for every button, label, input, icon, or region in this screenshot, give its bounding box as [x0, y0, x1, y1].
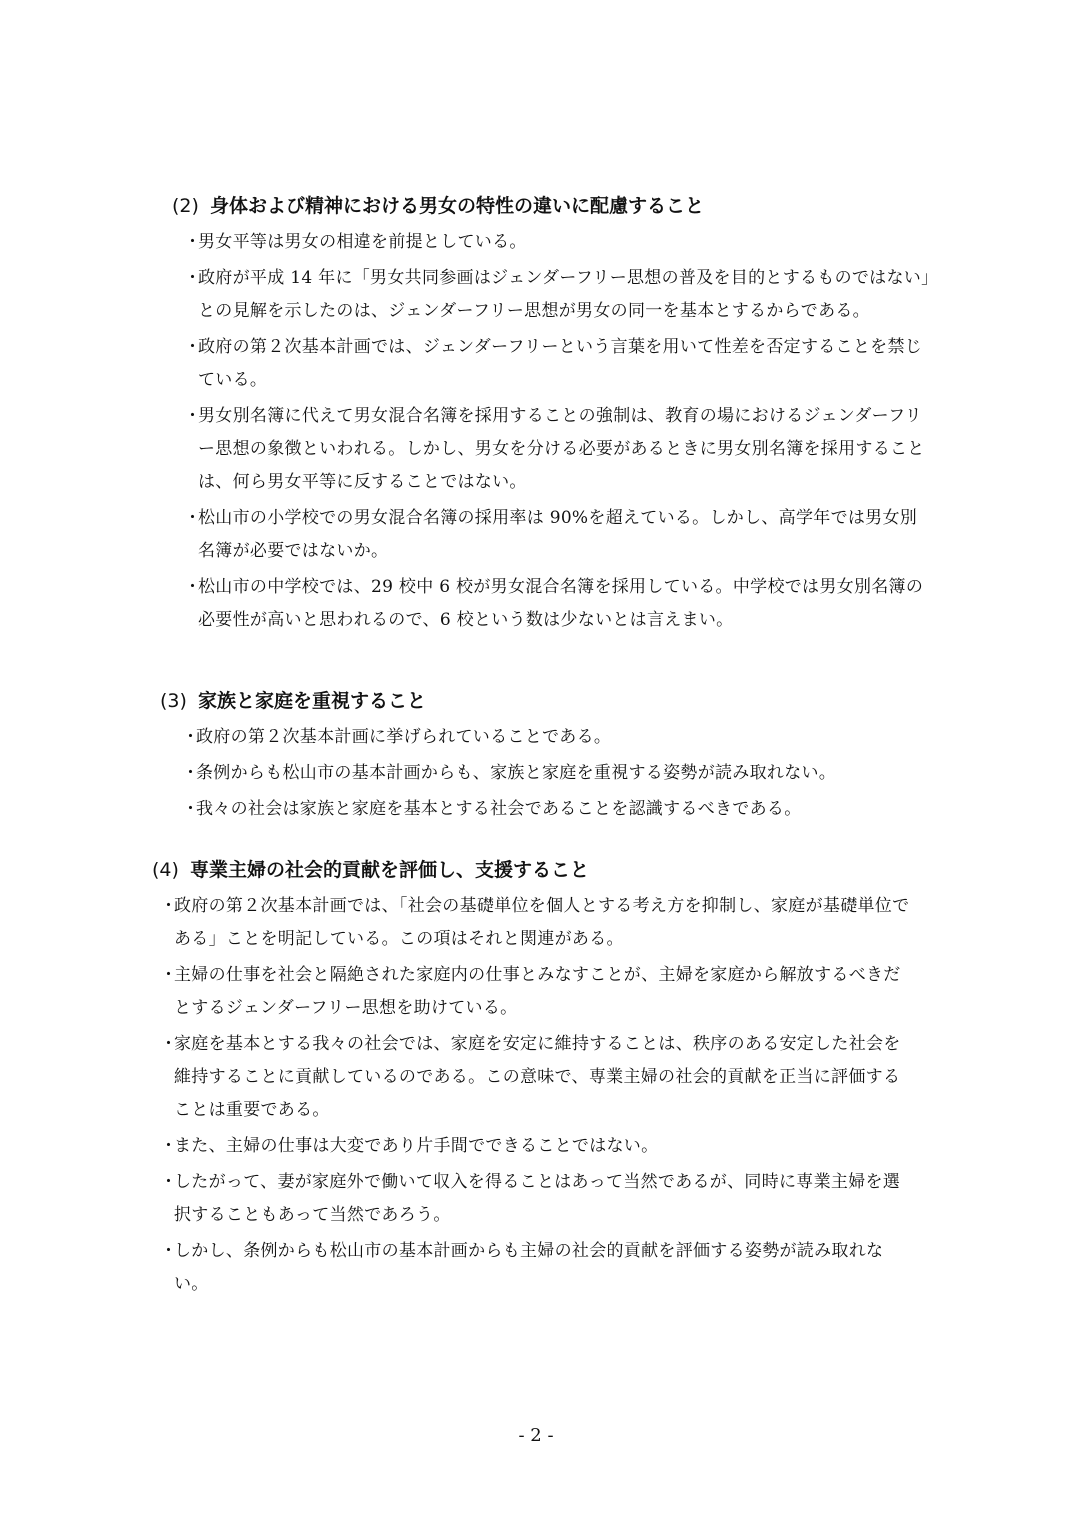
section-2 [172, 192, 932, 640]
list-item [160, 721, 920, 754]
list-item-text: 家庭を基本とする我々の社会では、家庭を安定に維持することは、秩序のある安定した社会を維持することに貢献しているのである。この意味で、専業主婦の社会的貢献を正当に評価することは重要である。 [174, 1034, 901, 1120]
list-item [152, 1166, 912, 1232]
section-title: 身体および精神における男女の特性の違いに配慮すること [210, 195, 705, 217]
bullet-list [172, 226, 932, 637]
bullet-mark: ・ [160, 1034, 178, 1054]
list-item-text: 松山市の小学校での男女混合名簿の採用率は 90%を超えている。しかし、高学年では男女別名簿が必要ではないか。 [198, 508, 918, 561]
list-item [172, 400, 932, 499]
list-item [152, 1130, 912, 1163]
list-item-text: 男女平等は男女の相違を前提としている。 [198, 232, 527, 252]
bullet-mark: ・ [184, 406, 202, 426]
list-item [152, 890, 912, 956]
section-heading [160, 687, 920, 715]
list-item-text: 主婦の仕事を社会と隔絶された家庭内の仕事とみなすことが、主婦を家庭から解放するべきだとするジェンダーフリー思想を助けている。 [174, 965, 901, 1018]
section-number: (2) [172, 195, 199, 217]
section-title: 専業主婦の社会的貢献を評価し、支援すること [190, 859, 590, 881]
page-number: - 2 - [518, 1425, 554, 1446]
bullet-mark: ・ [160, 965, 178, 985]
list-item [152, 1235, 912, 1301]
list-item-text: 男女別名簿に代えて男女混合名簿を採用することの強制は、教育の場におけるジェンダーフリー思想の象徴といわれる。しかし、男女を分ける必要があるときに男女別名簿を採用することは、何ら男女平等に反することではない。 [198, 406, 925, 492]
list-item [152, 959, 912, 1025]
section-number: (3) [160, 690, 187, 712]
list-item-text: 松山市の中学校では、29 校中 6 校が男女混合名簿を採用している。中学校では男女別名簿の必要性が高いと思われるので、6 校という数は少ないとは言えまい。 [198, 577, 924, 630]
section-3 [160, 687, 920, 829]
list-item-text: 条例からも松山市の基本計画からも、家族と家庭を重視する姿勢が読み取れない。 [196, 763, 837, 783]
list-item-text: 政府が平成 14 年に「男女共同参画はジェンダーフリー思想の普及を目的とするものではない」との見解を示したのは、ジェンダーフリー思想が男女の同一を基本とするからである。 [198, 268, 930, 321]
bullet-mark: ・ [184, 337, 202, 357]
list-item [172, 502, 932, 568]
list-item [160, 793, 920, 826]
section-title: 家族と家庭を重視すること [198, 690, 427, 712]
bullet-list [152, 890, 912, 1301]
bullet-mark: ・ [184, 268, 202, 288]
list-item-text: 政府の第２次基本計画では、「社会の基礎単位を個人とする考え方を抑制し、家庭が基礎単位である」ことを明記している。この項はそれと関連がある。 [174, 896, 910, 949]
bullet-mark: ・ [160, 1241, 178, 1261]
section-heading [152, 856, 912, 884]
section-4 [152, 856, 912, 1304]
bullet-mark: ・ [160, 896, 178, 916]
list-item [172, 331, 932, 397]
list-item-text: 政府の第２次基本計画では、ジェンダーフリーという言葉を用いて性差を否定することを禁じている。 [198, 337, 923, 390]
list-item-text: したがって、妻が家庭外で働いて収入を得ることはあって当然であるが、同時に専業主婦を選択することもあって当然であろう。 [174, 1172, 901, 1225]
bullet-mark: ・ [184, 577, 202, 597]
bullet-mark: ・ [184, 232, 202, 252]
list-item-text: 我々の社会は家族と家庭を基本とする社会であることを認識するべきである。 [196, 799, 802, 819]
list-item-text: また、主婦の仕事は大変であり片手間でできることではない。 [174, 1136, 659, 1156]
list-item-text: しかし、条例からも松山市の基本計画からも主婦の社会的貢献を評価する姿勢が読み取れない。 [174, 1241, 884, 1294]
bullet-mark: ・ [182, 727, 200, 747]
list-item [172, 262, 932, 328]
list-item [160, 757, 920, 790]
bullet-mark: ・ [160, 1172, 178, 1192]
bullet-list [160, 721, 920, 826]
bullet-mark: ・ [160, 1136, 178, 1156]
list-item [172, 226, 932, 259]
list-item [152, 1028, 912, 1127]
list-item [172, 571, 932, 637]
bullet-mark: ・ [184, 508, 202, 528]
section-heading [172, 192, 932, 220]
bullet-mark: ・ [182, 763, 200, 783]
bullet-mark: ・ [182, 799, 200, 819]
section-number: (4) [152, 859, 179, 881]
list-item-text: 政府の第２次基本計画に挙げられていることである。 [196, 727, 612, 747]
